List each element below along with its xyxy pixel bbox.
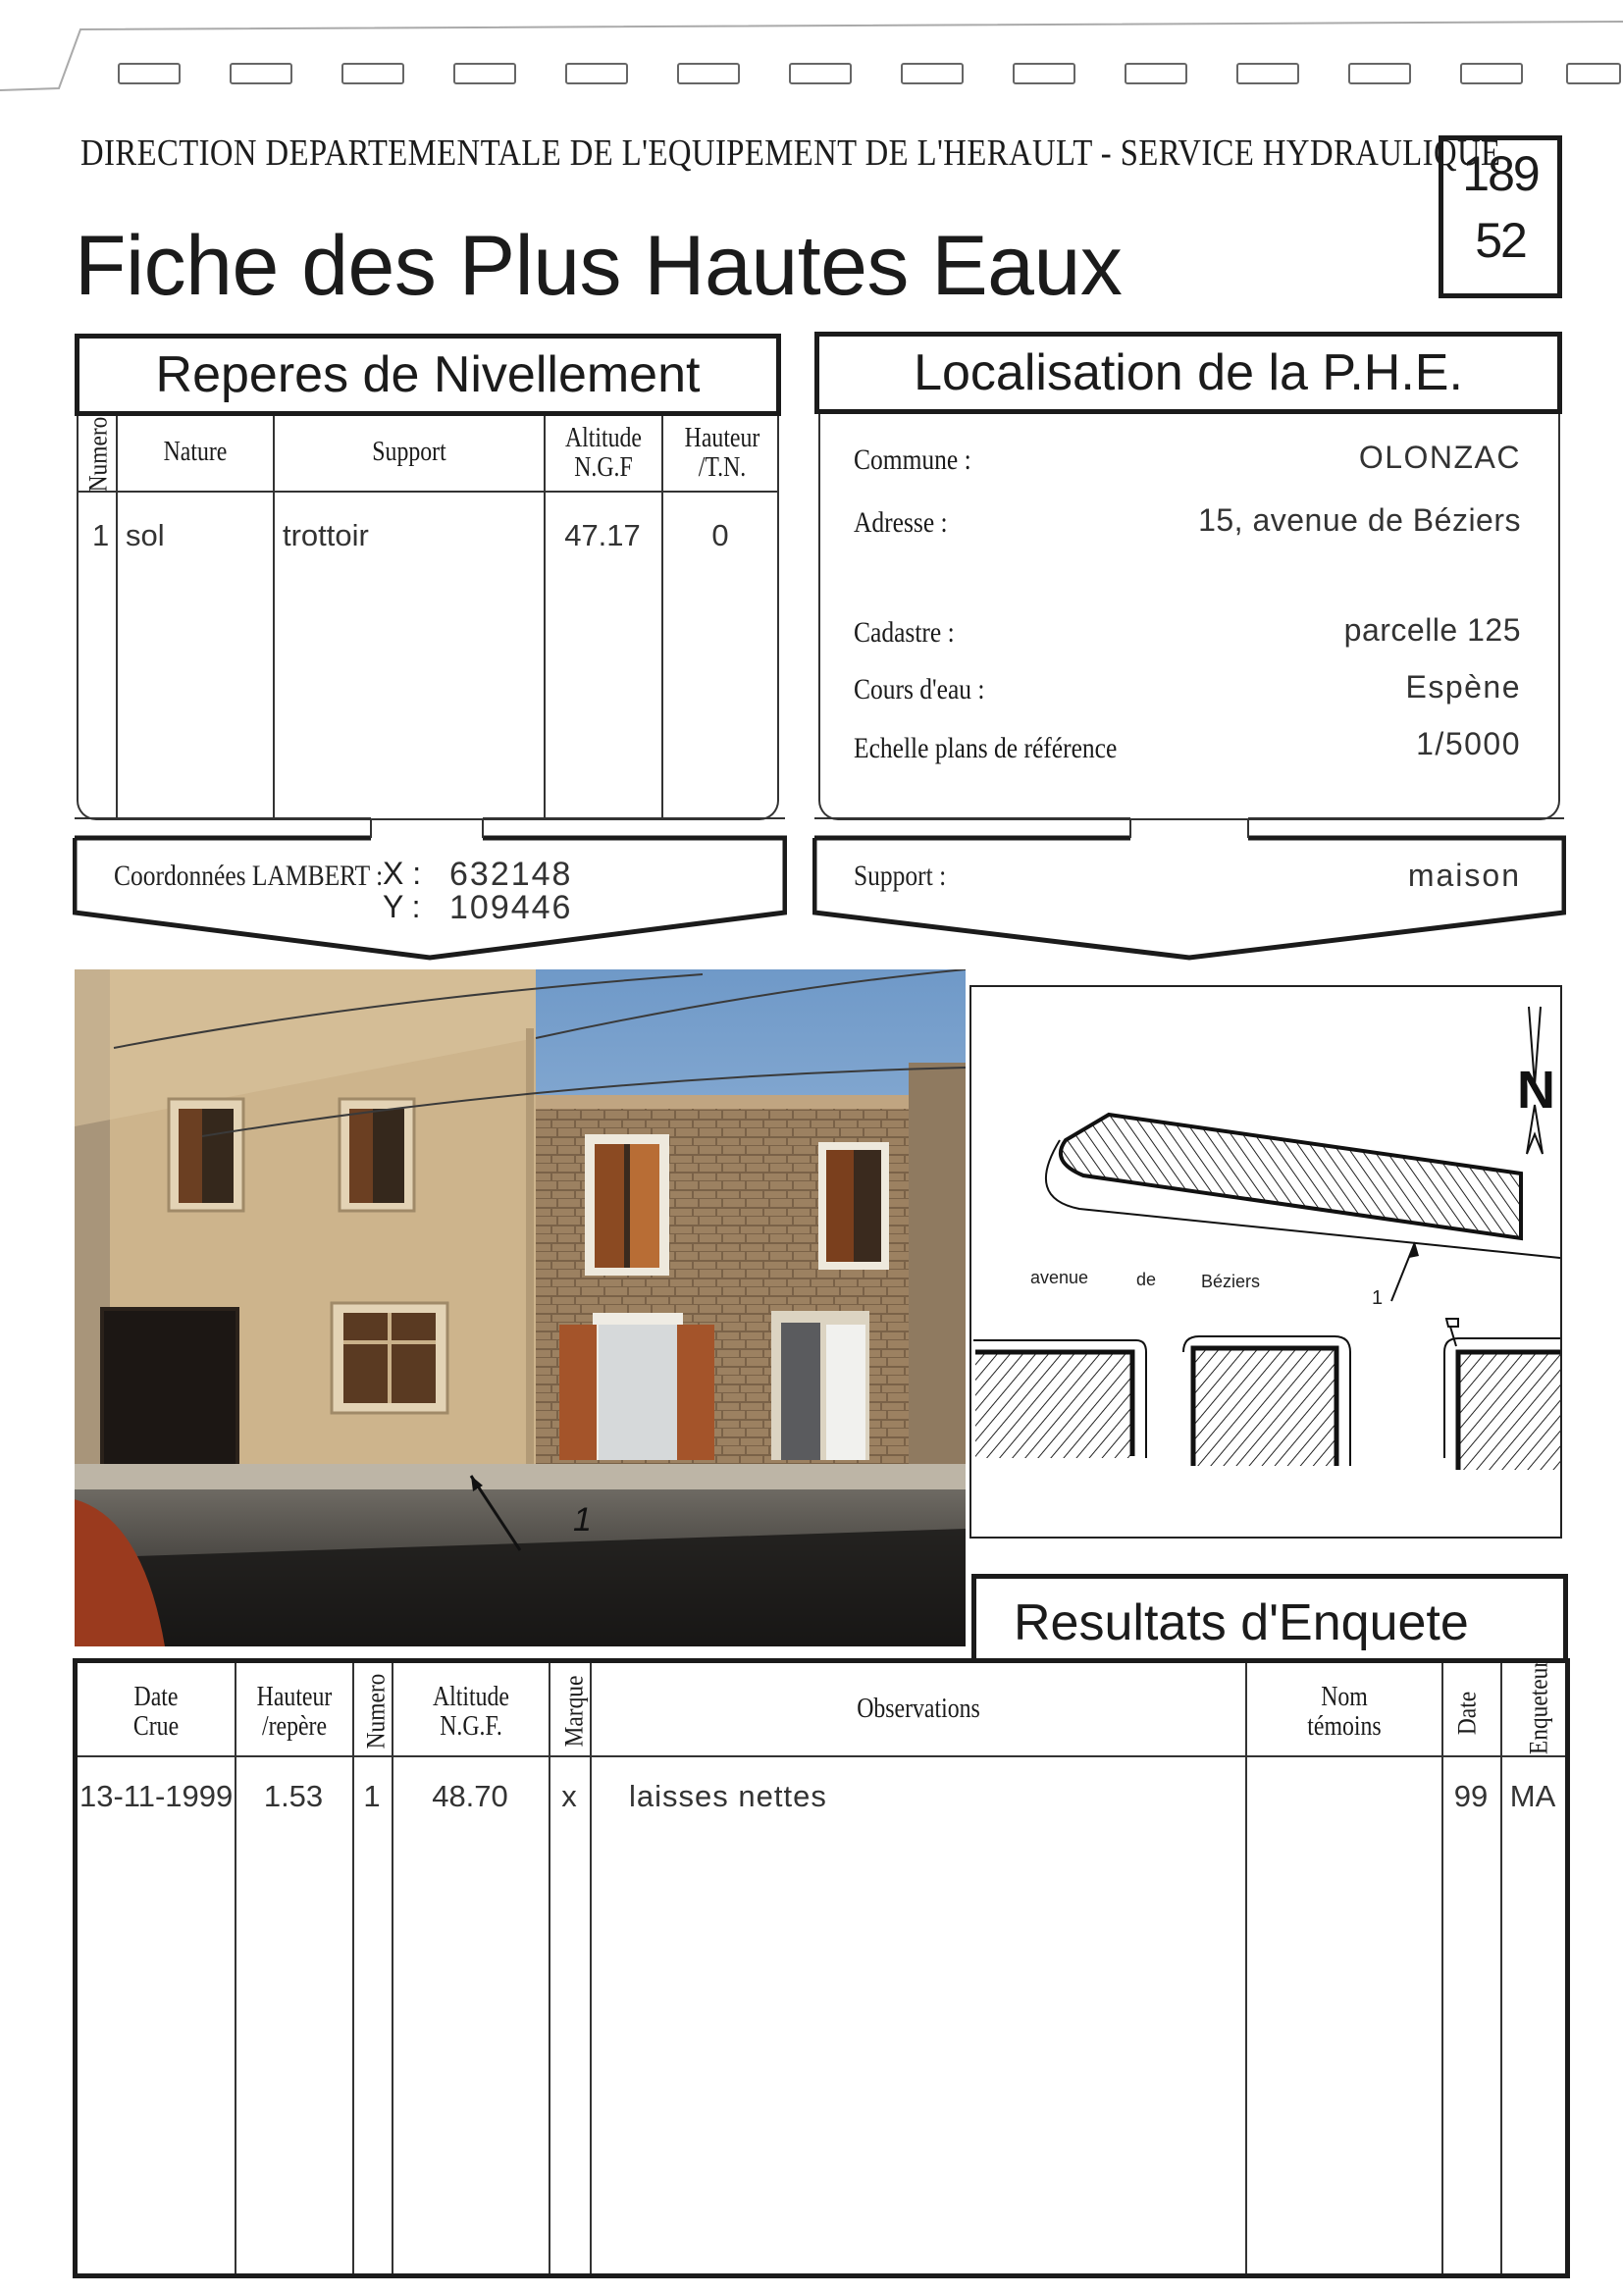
photo-marker-label: 1 <box>573 1501 592 1539</box>
lambert-y-value: 109446 <box>449 889 573 926</box>
support-label: Support : <box>854 860 947 892</box>
col-hauteur: Hauteur /T.N. <box>684 423 760 483</box>
resultat-date: 99 <box>1453 1779 1489 1813</box>
repere-altitude: 47.17 <box>564 518 641 552</box>
plan-street-label-3: Béziers <box>1201 1272 1261 1291</box>
col-hauteur-repere: Hauteur /repère <box>256 1682 333 1742</box>
commune-value: OLONZAC <box>1358 440 1521 475</box>
reference-number-top: 189 <box>1462 146 1539 201</box>
cours-eau-label: Cours d'eau : <box>854 673 985 705</box>
col-enqueteur: Enqueteur <box>1524 1659 1553 1755</box>
echelle-label: Echelle plans de référence <box>854 732 1118 764</box>
col-altitude: Altitude N.G.F <box>564 423 642 483</box>
commune-label: Commune : <box>854 444 971 476</box>
resultat-numero: 1 <box>363 1779 381 1813</box>
plan-street-label-2: de <box>1136 1270 1157 1289</box>
repere-numero: 1 <box>92 518 110 552</box>
lambert-x-value: 632148 <box>449 856 573 893</box>
support-value: maison <box>1407 858 1521 893</box>
col-date: Date <box>1452 1691 1482 1736</box>
resultats-section-title: Resultats d'Enquete <box>971 1574 1568 1662</box>
repere-support: trottoir <box>283 518 369 552</box>
reperes-table <box>77 416 779 820</box>
resultats-table <box>73 1658 1570 2278</box>
col-altitude-ngf: Altitude N.G.F. <box>432 1682 509 1742</box>
cadastre-label: Cadastre : <box>854 616 955 649</box>
lambert-x-label: X : <box>383 856 422 891</box>
resultat-hauteur: 1.53 <box>263 1779 324 1813</box>
perforation-strip <box>0 0 1623 98</box>
organization-header: DIRECTION DEPARTEMENTALE DE L'EQUIPEMENT DE L'HERAULT - SERVICE HYDRAULIQUE <box>80 132 1501 174</box>
col-nature: Nature <box>163 437 228 467</box>
plan-street-label-1: avenue <box>1030 1268 1089 1287</box>
reperes-section-title: Reperes de Nivellement <box>75 334 781 416</box>
col-observations: Observations <box>857 1694 980 1724</box>
col-numero: Numero <box>83 416 113 493</box>
col-date-crue: Date Crue <box>132 1682 180 1742</box>
location-plan <box>969 985 1562 1539</box>
north-label: N <box>1517 1061 1555 1120</box>
reference-box <box>1439 135 1562 298</box>
page-title: Fiche des Plus Hautes Eaux <box>75 219 1123 313</box>
echelle-value: 1/5000 <box>1416 726 1521 761</box>
cadastre-value: parcelle 125 <box>1343 612 1521 648</box>
repere-nature: sol <box>126 518 165 552</box>
col-marque: Marque <box>559 1675 589 1748</box>
col-support: Support <box>372 437 446 467</box>
localisation-section-title: Localisation de la P.H.E. <box>814 332 1562 414</box>
resultat-marque: x <box>561 1779 577 1813</box>
resultat-date-crue: 13-11-1999 <box>79 1779 234 1813</box>
plan-marker-label: 1 <box>1372 1287 1384 1309</box>
cours-eau-value: Espène <box>1405 669 1521 704</box>
col-numero-resultat: Numero <box>361 1673 391 1749</box>
resultat-observations: laisses nettes <box>629 1779 827 1813</box>
resultat-altitude: 48.70 <box>432 1779 508 1813</box>
reference-number-bottom: 52 <box>1475 213 1526 268</box>
adresse-label: Adresse : <box>854 506 948 539</box>
col-nom-temoins: Nom témoins <box>1307 1682 1382 1742</box>
lambert-label: Coordonnées LAMBERT : <box>114 860 384 892</box>
lambert-y-label: Y : <box>383 889 421 924</box>
repere-hauteur: 0 <box>711 518 729 552</box>
house-photo <box>75 969 966 1646</box>
resultat-enqueteur: MA <box>1509 1779 1556 1813</box>
adresse-value: 15, avenue de Béziers <box>1198 502 1521 538</box>
